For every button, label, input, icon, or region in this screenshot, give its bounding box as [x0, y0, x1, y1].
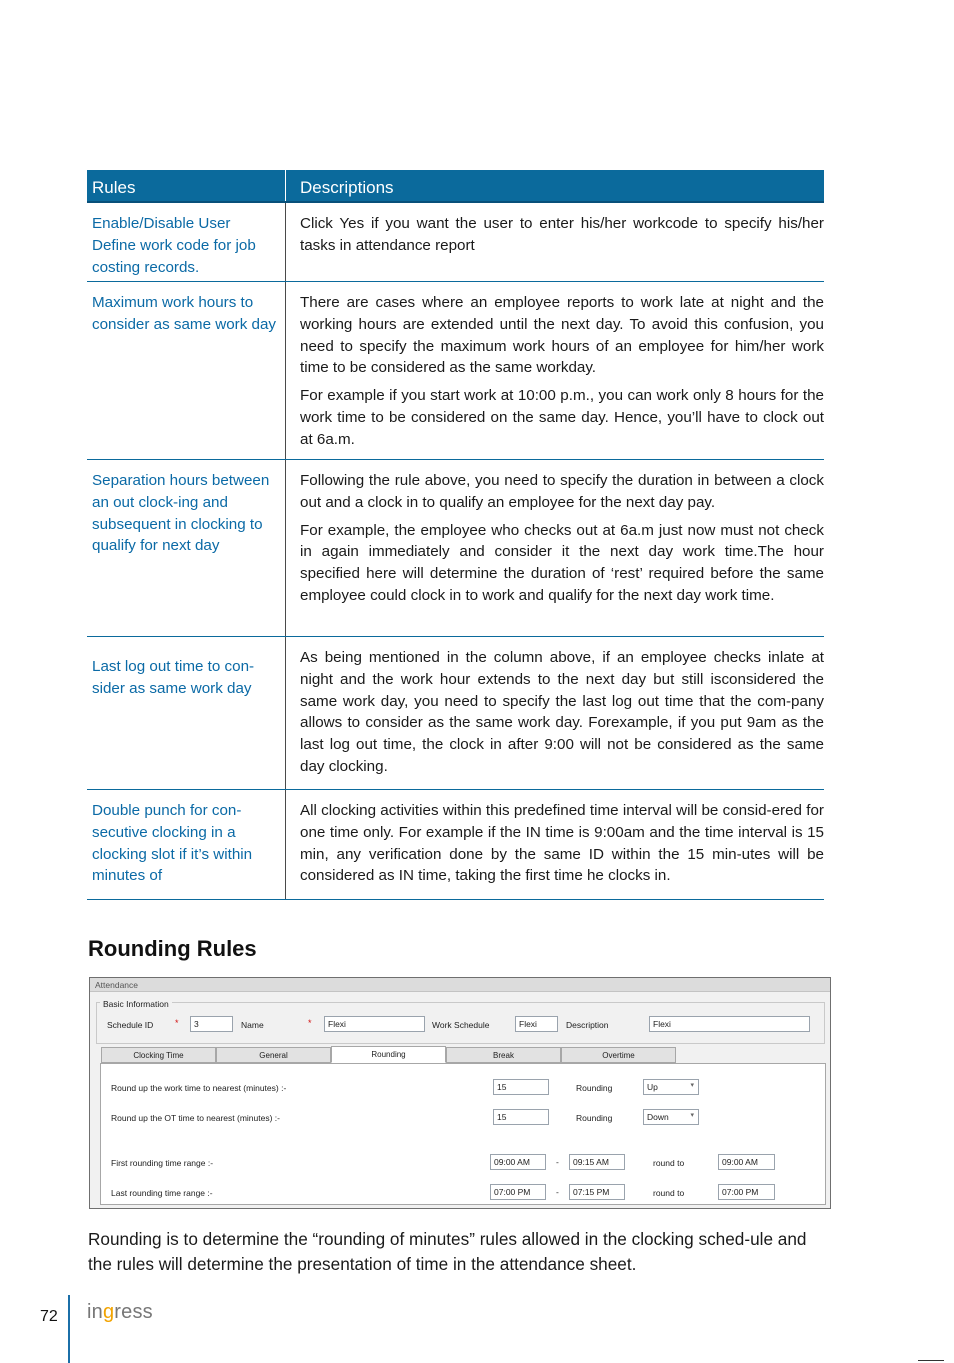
page-number: 72 — [40, 1308, 58, 1325]
table-row — [87, 282, 824, 460]
header-rules: Rules — [87, 170, 286, 201]
last-round-to-input[interactable]: 07:00 PM — [718, 1184, 775, 1200]
description-cell — [286, 203, 824, 281]
logo-text-end: ress — [114, 1301, 153, 1323]
tab-break[interactable]: Break — [446, 1047, 561, 1063]
range-dash: - — [556, 1187, 559, 1197]
schedule-id-label: Schedule ID — [107, 1020, 154, 1030]
schedule-id-input[interactable]: 3 — [190, 1016, 233, 1032]
required-marker: * — [308, 1018, 312, 1028]
description-paragraph: For example, the employee who checks out at 6a.m just now must not check in again immediately and consider it the next day work time.The hour specified here will determine the duration of ‘rest’ required before the same employee could clock in to work and qualify for the next day work time. — [300, 521, 824, 604]
description-cell — [286, 637, 824, 789]
round-to-label: round to — [653, 1188, 685, 1198]
chevron-down-icon: ▾ — [690, 1082, 694, 1089]
last-range-label: Last rounding time range :- — [111, 1188, 213, 1198]
logo-accent-letter: g — [102, 1301, 115, 1323]
section-title: Rounding Rules — [88, 936, 257, 961]
first-range-to-input[interactable]: 09:15 AM — [569, 1154, 625, 1170]
rules-table — [87, 170, 824, 900]
round-ot-label: Round up the OT time to nearest (minutes) :- — [111, 1113, 280, 1123]
description-cell — [286, 282, 824, 459]
table-row — [87, 637, 824, 790]
rule-cell: Enable/Disable User Define work code for job costing records. — [87, 203, 286, 281]
round-ot-direction-value: Down — [647, 1112, 669, 1122]
table-row — [87, 203, 824, 282]
first-range-label: First rounding time range :- — [111, 1158, 214, 1168]
rule-cell: Separation hours between an out clock-ing and subsequent in clocking to qualify for next day — [87, 460, 286, 636]
description-paragraph: For example if you start work at 10:00 p.m., you can work only 8 hours for the work time to be considered on the same day. Hence, you’ll have to clock out at 6a.m. — [300, 387, 824, 448]
round-ot-input[interactable]: 15 — [493, 1109, 549, 1125]
name-label: Name — [241, 1020, 264, 1030]
header-descriptions: Descriptions — [300, 178, 394, 197]
rule-cell: Last log out time to con-sider as same work day — [87, 637, 286, 789]
description-paragraph: Following the rule above, you need to specify the duration in between a clock out and a clock in to qualify an employee for the next day pay. — [300, 472, 824, 511]
description-paragraph: All clocking activities within this predefined time interval will be consid-ered for one time only. For example if the IN time is 9:00am and the time interval is 15 min, any verification done by the same ID within the 15 min-utes will be considered as IN time, taking the first time he clocks in. — [300, 802, 824, 885]
round-work-label: Round up the work time to nearest (minutes) :- — [111, 1083, 287, 1093]
tab-rounding[interactable]: Rounding — [331, 1046, 446, 1063]
required-marker: * — [175, 1018, 179, 1028]
rounding-paragraph: Rounding is to determine the “rounding of minutes” rules allowed in the clocking sched-ule and the rules will determine the presentation of time in the attendance sheet. — [88, 1229, 807, 1274]
window-title: Attendance — [90, 978, 830, 992]
rule-cell: Maximum work hours to consider as same work day — [87, 282, 286, 459]
rounding-label: Rounding — [576, 1113, 613, 1123]
description-paragraph: As being mentioned in the column above, if an employee checks inlate at night and the work hour extends to the next day but still isconsidered the same work day, you need to specify the last log out time that the com-pany allows to consider as the same work day. Forexample, if you put 9am as the last log out time, the clock in after 9:00 will not be considered as the same day clocking. — [300, 649, 824, 775]
rounding-label: Rounding — [576, 1083, 613, 1093]
tab-general[interactable]: General — [216, 1047, 331, 1063]
attendance-window — [89, 977, 831, 1209]
description-label: Description — [566, 1020, 609, 1030]
name-input[interactable]: Flexi — [324, 1016, 425, 1032]
work-schedule-input[interactable]: Flexi — [515, 1016, 558, 1032]
last-range-from-input[interactable]: 07:00 PM — [490, 1184, 546, 1200]
table-header — [87, 170, 824, 203]
logo-text-start: in — [87, 1301, 103, 1323]
tab-clocking-time[interactable]: Clocking Time — [101, 1047, 216, 1063]
round-to-label: round to — [653, 1158, 685, 1168]
description-paragraph: Click Yes if you want the user to enter his/her workcode to specify his/her tasks in attendance report — [300, 215, 824, 254]
round-work-direction-select[interactable] — [643, 1079, 699, 1095]
description-cell — [286, 460, 824, 636]
footer-divider — [68, 1295, 70, 1363]
table-row — [87, 460, 824, 637]
round-ot-direction-select[interactable] — [643, 1109, 699, 1125]
table-row — [87, 790, 824, 900]
chevron-down-icon: ▾ — [690, 1112, 694, 1119]
description-paragraph: There are cases where an employee reports to work late at night and the working hours are extended until the next day. To avoid this confusion, you need to specify the maximum work hours of an employee for him/her work time to be considered as the same workday. — [300, 294, 824, 377]
corner-rule — [918, 1360, 944, 1361]
range-dash: - — [556, 1157, 559, 1167]
first-round-to-input[interactable]: 09:00 AM — [718, 1154, 775, 1170]
description-input[interactable]: Flexi — [649, 1016, 810, 1032]
work-schedule-label: Work Schedule — [432, 1020, 490, 1030]
description-cell — [286, 790, 824, 899]
rule-cell: Double punch for con-secutive clocking in a clocking slot if it’s within minutes of — [87, 790, 286, 899]
last-range-to-input[interactable]: 07:15 PM — [569, 1184, 625, 1200]
round-work-direction-value: Up — [647, 1082, 658, 1092]
round-work-input[interactable]: 15 — [493, 1079, 549, 1095]
tab-overtime[interactable]: Overtime — [561, 1047, 676, 1063]
ingress-logo — [87, 1301, 153, 1324]
basic-information-legend: Basic Information — [100, 999, 172, 1009]
first-range-from-input[interactable]: 09:00 AM — [490, 1154, 546, 1170]
